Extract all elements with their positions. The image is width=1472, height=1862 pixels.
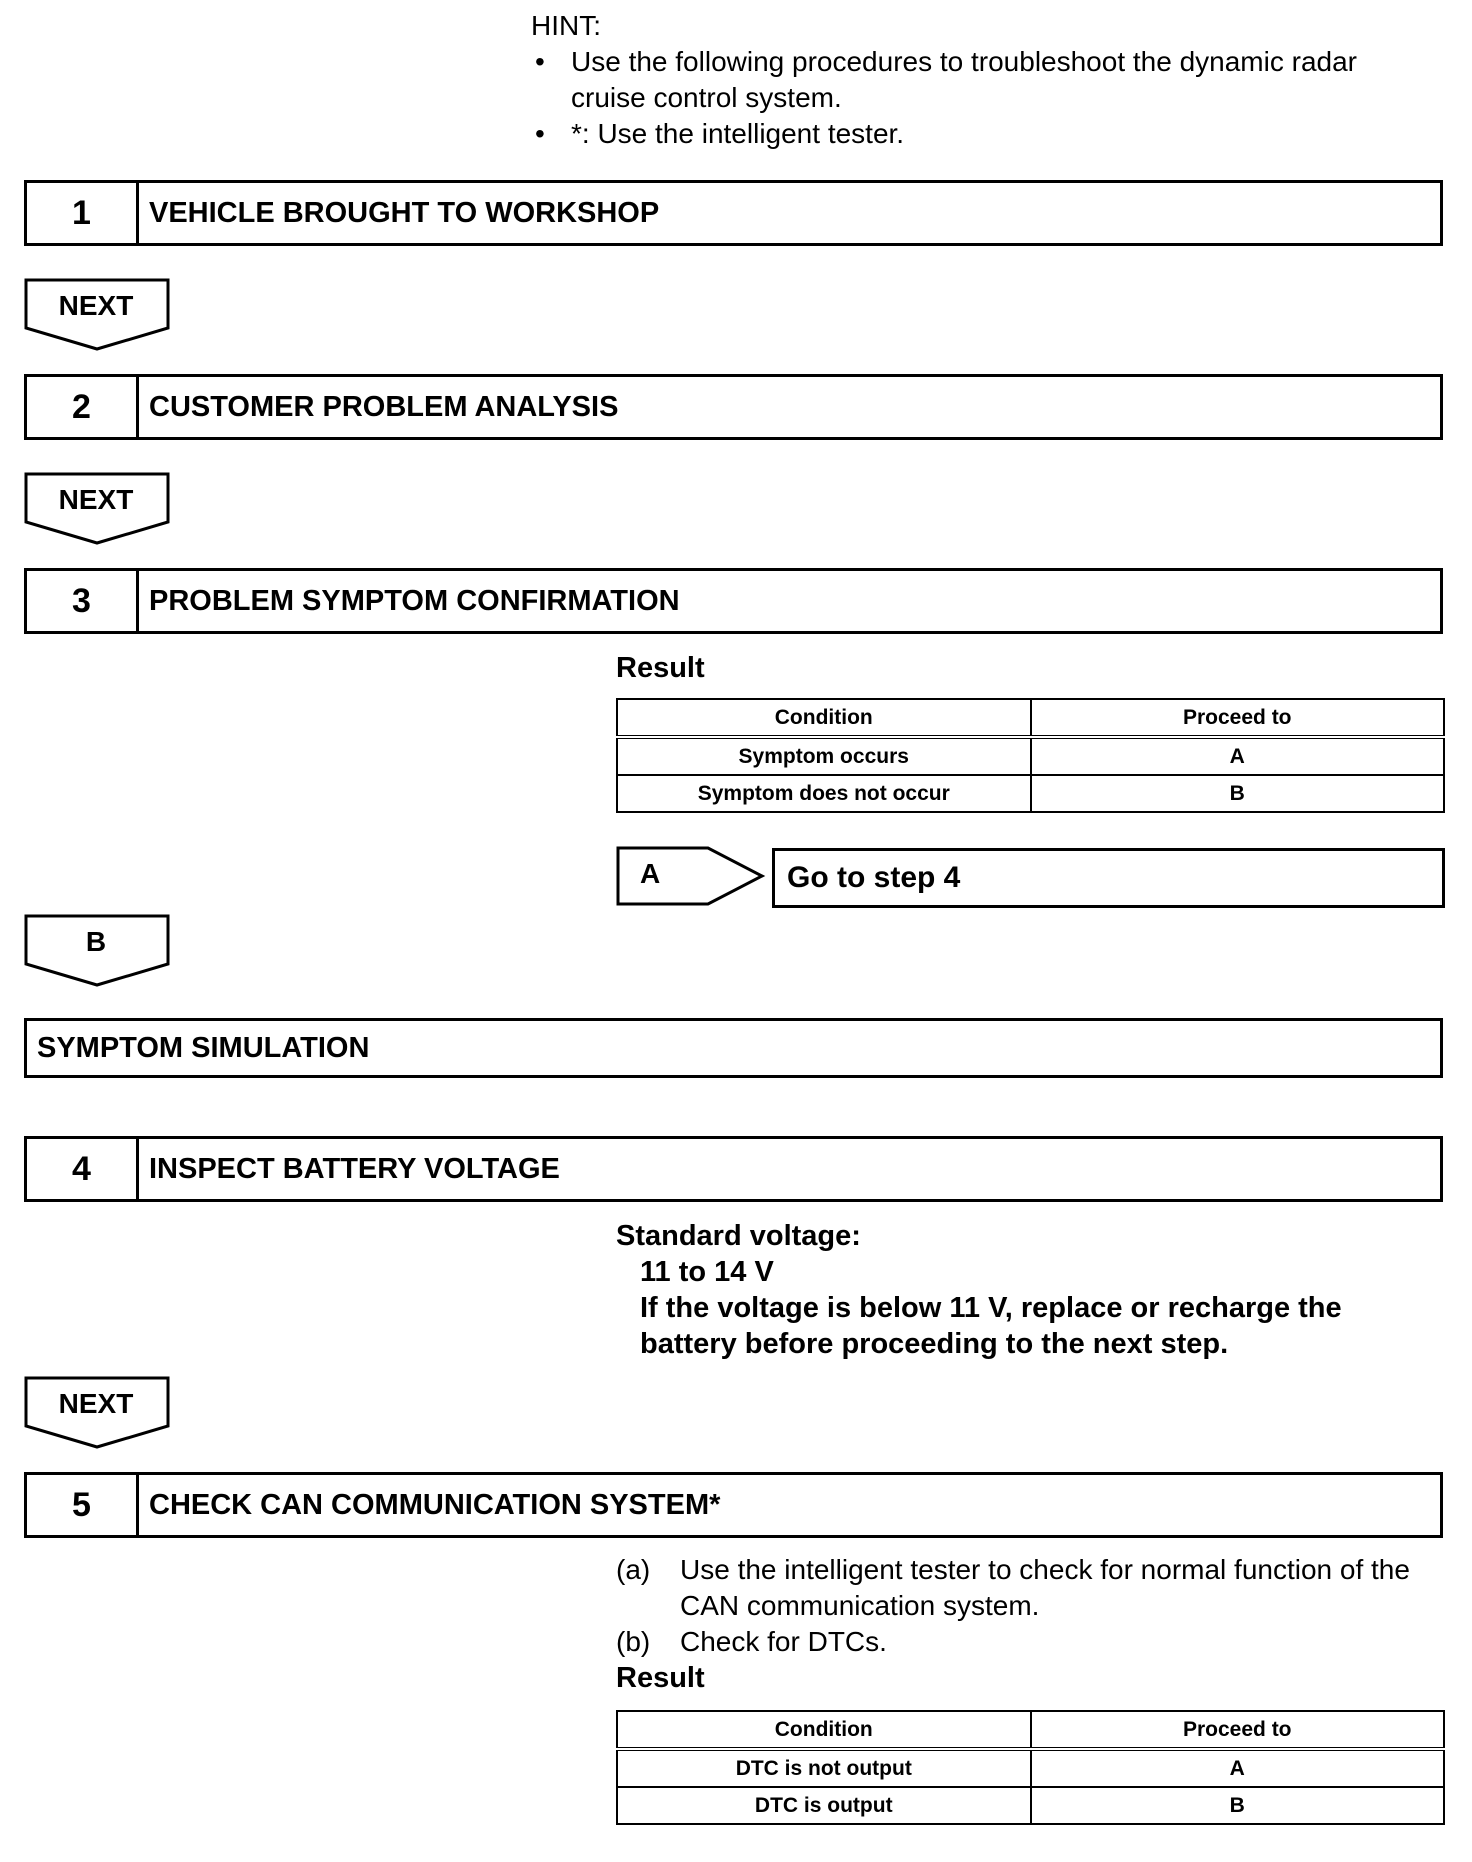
next-label: NEXT — [58, 484, 134, 515]
branch-b-arrow — [24, 914, 172, 988]
step5-instructions — [616, 1552, 1446, 1696]
table-header: Proceed to — [1031, 1711, 1445, 1749]
table-cell: Symptom does not occur — [617, 775, 1031, 812]
symptom-simulation-box — [24, 1018, 1443, 1078]
step-number: 1 — [27, 183, 139, 243]
item-text: Check for DTCs. — [680, 1626, 887, 1657]
step-2-box — [24, 374, 1443, 440]
step5-result-table — [616, 1710, 1445, 1825]
table-row — [617, 1749, 1444, 1787]
step-4-box — [24, 1136, 1443, 1202]
hint-bullet: • *: Use the intelligent tester. — [531, 116, 1391, 152]
next-arrow — [24, 278, 172, 352]
go-to-step-4-box: Go to step 4 — [772, 848, 1445, 908]
step3-result-table — [616, 698, 1445, 813]
instruction-item — [616, 1552, 1446, 1624]
step-title: SYMPTOM SIMULATION — [37, 1031, 370, 1064]
table-header: Condition — [617, 1711, 1031, 1749]
table-row — [617, 775, 1444, 812]
hint-title: HINT: — [531, 10, 601, 41]
step-number: 5 — [27, 1475, 139, 1535]
item-text: Use the intelligent tester to check for normal function of the CAN communication system. — [680, 1554, 1410, 1621]
table-cell: A — [1031, 737, 1445, 775]
step-title: VEHICLE BROUGHT TO WORKSHOP — [149, 196, 660, 229]
step-3-box — [24, 568, 1443, 634]
table-cell: Symptom occurs — [617, 737, 1031, 775]
table-cell: B — [1031, 775, 1445, 812]
next-label: NEXT — [58, 290, 134, 321]
branch-b-label: B — [85, 926, 107, 957]
branch-a-arrow — [616, 846, 766, 906]
step-title: INSPECT BATTERY VOLTAGE — [149, 1152, 560, 1185]
table-row — [617, 1787, 1444, 1824]
table-row — [617, 737, 1444, 775]
step-title: CHECK CAN COMMUNICATION SYSTEM* — [149, 1488, 721, 1521]
standard-voltage-label: Standard voltage: — [616, 1220, 861, 1252]
standard-voltage-value: 11 to 14 V — [640, 1256, 774, 1288]
hint-list — [531, 44, 1391, 152]
instruction-item — [616, 1624, 1446, 1660]
step-5-box — [24, 1472, 1443, 1538]
standard-voltage-block — [616, 1218, 1420, 1362]
step-title: PROBLEM SYMPTOM CONFIRMATION — [149, 584, 680, 617]
voltage-note: If the voltage is below 11 V, replace or recharge the battery before proceeding to the next step. — [640, 1292, 1342, 1360]
table-cell: B — [1031, 1787, 1445, 1824]
table-header: Condition — [617, 699, 1031, 737]
hint-bullet: • Use the following procedures to troubleshoot the dynamic radar cruise control system. — [531, 44, 1391, 116]
item-mark: (a) — [616, 1554, 651, 1585]
item-mark: (b) — [616, 1626, 651, 1657]
table-cell: A — [1031, 1749, 1445, 1787]
branch-a-shape — [616, 846, 766, 906]
table-cell: DTC is not output — [617, 1749, 1031, 1787]
step3-result-label: Result — [616, 652, 705, 684]
next-label: NEXT — [58, 1388, 134, 1419]
step-number: 4 — [27, 1139, 139, 1199]
step-number: 2 — [27, 377, 139, 437]
step5-result-label: Result — [616, 1662, 705, 1694]
step-number: 3 — [27, 571, 139, 631]
branch-a-label: A — [640, 858, 661, 889]
step-title: CUSTOMER PROBLEM ANALYSIS — [149, 390, 619, 423]
next-arrow — [24, 472, 172, 546]
table-cell: DTC is output — [617, 1787, 1031, 1824]
step-1-box — [24, 180, 1443, 246]
table-header: Proceed to — [1031, 699, 1445, 737]
next-arrow — [24, 1376, 172, 1450]
